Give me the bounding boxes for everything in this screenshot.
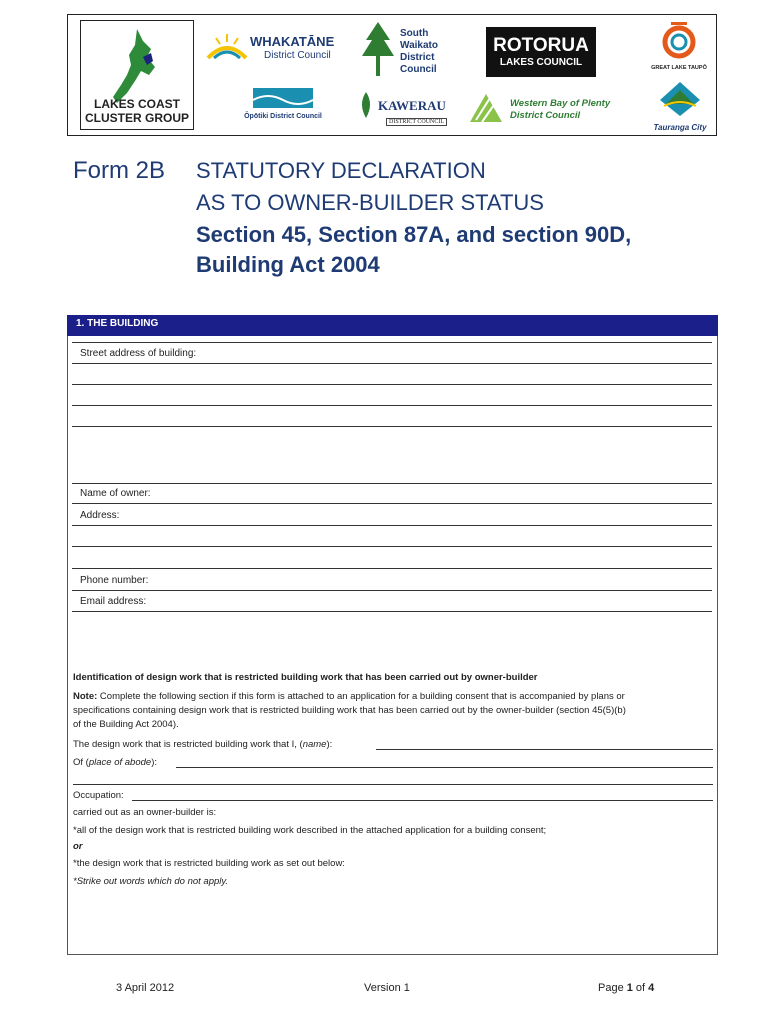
occupation-label: Occupation:	[73, 790, 124, 801]
fern-icon	[356, 90, 376, 120]
taupo-name: GREAT LAKE TAUPŌ	[651, 65, 707, 71]
opotiki-logo	[238, 88, 328, 122]
title-line1: STATUTORY DECLARATION	[196, 158, 486, 183]
wbop-line1: Western Bay of Plenty	[510, 98, 611, 109]
occupation-input-line[interactable]	[132, 800, 713, 801]
strike-out-note: *Strike out words which do not apply.	[73, 876, 229, 887]
or-text: or	[73, 841, 83, 852]
sun-rays-icon	[206, 32, 248, 62]
leaf-stripes-icon	[466, 92, 506, 128]
address-label: Address:	[80, 510, 120, 521]
cluster-label-line2: CLUSTER GROUP	[84, 111, 189, 125]
street-address-label: Street address of building:	[80, 348, 197, 359]
carried-out-text: carried out as an owner-builder is:	[73, 807, 217, 818]
whakatane-name: WHAKATĀNE	[250, 34, 335, 49]
swirl-icon	[661, 20, 697, 60]
footer-page: Page 1 of 4	[598, 982, 655, 994]
taupo-logo	[646, 20, 712, 80]
phone-label: Phone number:	[80, 575, 149, 586]
design-name-prompt: The design work that is restricted building work that I, (name):	[73, 739, 333, 750]
email-label: Email address:	[80, 596, 147, 607]
tree-icon	[360, 20, 396, 78]
street-address-line[interactable]	[72, 426, 712, 427]
abode-input-line[interactable]	[176, 767, 713, 768]
address-line[interactable]	[72, 525, 712, 526]
opotiki-name: Ōpōtiki District Council	[244, 113, 322, 120]
section-header-bar	[67, 315, 718, 336]
phone-line[interactable]	[72, 590, 712, 591]
rotorua-sub: LAKES COUNCIL	[499, 57, 583, 68]
footer-date: 3 April 2012	[116, 982, 175, 994]
note-line2: specifications containing design work that is restricted building work that has been carried out by the owner-builder (section 45(5)(b)	[73, 705, 626, 716]
option-all-design-work: *all of the design work that is restricted building work described in the attached application for a building consent;	[73, 825, 547, 836]
title-line4: Building Act 2004	[196, 252, 380, 277]
south-waikato-logo	[360, 20, 450, 80]
note-line3: of the Building Act 2004).	[73, 719, 179, 730]
title-line3: Section 45, Section 87A, and section 90D,	[196, 222, 632, 247]
note-line1: Note: Complete the following section if this form is attached to an application for a building consent that is accompanied by plans or	[73, 691, 625, 702]
kawerau-logo	[356, 88, 462, 132]
south-waikato-line2: Waikato	[400, 40, 438, 51]
south-waikato-line4: Council	[400, 64, 437, 75]
abode-prompt: Of (place of abode):	[73, 757, 157, 768]
tauranga-logo	[650, 80, 710, 134]
whakatane-sub: District Council	[264, 50, 331, 61]
wbop-logo	[466, 92, 616, 128]
design-heading: Identification of design work that is restricted building work that has been carried out by owner-builder	[73, 672, 538, 683]
cluster-label-line1: LAKES COAST	[93, 97, 180, 111]
owner-name-label: Name of owner:	[80, 488, 151, 499]
address-line[interactable]	[72, 546, 712, 547]
rotorua-logo	[486, 27, 596, 77]
tauranga-name: Tauranga City	[653, 123, 707, 132]
name-input-line[interactable]	[376, 749, 713, 750]
diamond-mountain-icon	[658, 80, 702, 118]
option-design-work-below: *the design work that is restricted building work as set out below:	[73, 858, 345, 869]
footer-version: Version 1	[364, 982, 410, 994]
title-line2: AS TO OWNER-BUILDER STATUS	[196, 190, 544, 215]
street-address-line[interactable]	[72, 384, 712, 385]
address-line[interactable]	[72, 568, 712, 569]
whakatane-logo	[206, 30, 336, 66]
lakes-coast-cluster-logo	[80, 20, 194, 130]
street-address-line[interactable]	[72, 405, 712, 406]
street-address-line[interactable]	[72, 363, 712, 364]
south-waikato-line1: South	[400, 28, 429, 39]
kawerau-name: KAWERAU	[378, 98, 446, 113]
form-number: Form 2B	[73, 157, 166, 184]
abode-input-line-2[interactable]	[73, 784, 713, 785]
rotorua-name: ROTORUA	[493, 35, 589, 56]
owner-name-line[interactable]	[72, 503, 712, 504]
section-title: 1. THE BUILDING	[76, 318, 159, 329]
wave-icon	[253, 88, 313, 108]
note-label: Note:	[73, 691, 98, 702]
kawerau-sub: DISTRICT COUNCIL	[386, 118, 447, 126]
south-waikato-line3: District	[400, 52, 435, 63]
email-line[interactable]	[72, 611, 712, 612]
wbop-line2: District Council	[510, 110, 581, 121]
nz-map-icon	[107, 27, 167, 107]
